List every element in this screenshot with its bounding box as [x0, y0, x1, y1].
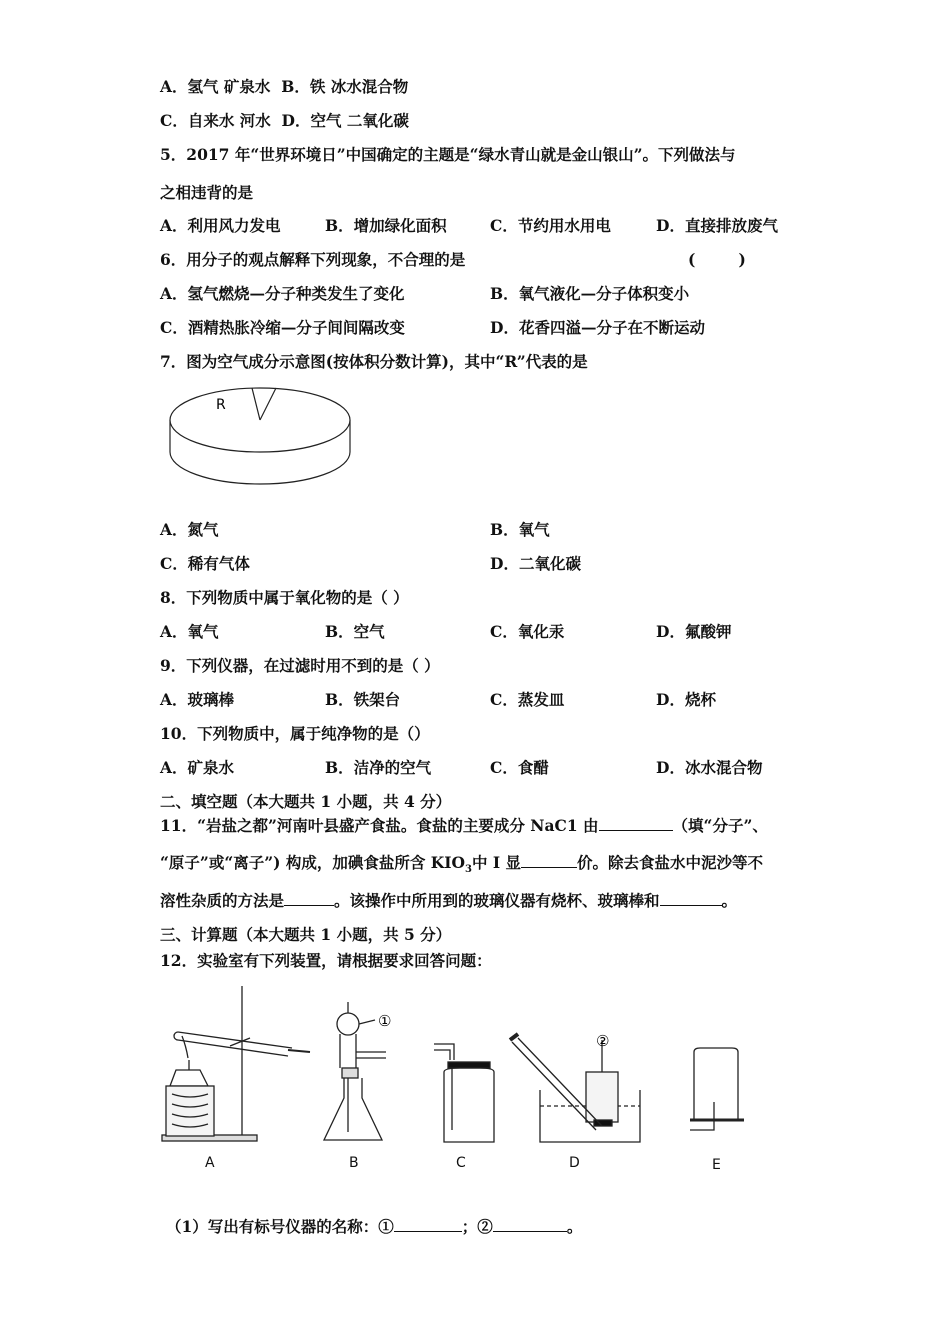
- q10-option-b: B．洁净的空气: [325, 758, 432, 777]
- q9-option-a: A．玻璃棒: [160, 690, 235, 709]
- q11-text-3a: 溶性杂质的方法是: [160, 891, 285, 910]
- q11-text-1a: 11．“岩盐之都”河南叶县盛产食盐。食盐的主要成分 NaC1 由: [160, 816, 599, 835]
- q10-option-a: A．矿泉水: [160, 758, 235, 777]
- q9-option-b: B．铁架台: [325, 690, 401, 709]
- q9-option-d: D．烧杯: [656, 690, 716, 709]
- lab-apparatus-figure: [160, 980, 760, 1145]
- q6-option-a: A．氢气燃烧—分子种类发生了变化: [160, 284, 405, 303]
- q5-stem-line2: 之相违背的是: [160, 183, 254, 202]
- q11-text-2b: 中 I 显: [471, 853, 522, 872]
- q5-option-a: A．利用风力发电: [160, 216, 281, 235]
- q4-options-line1: [160, 77, 408, 97]
- q11-line1: [160, 816, 768, 836]
- q11-text-2c: 价。除去食盐水中泥沙等不: [577, 853, 764, 872]
- apparatus-c-drawing: [434, 1044, 494, 1142]
- apparatus-a-drawing: [162, 986, 310, 1141]
- q11-line3: [160, 891, 737, 911]
- q7-option-a: A．氮气: [160, 520, 219, 539]
- apparatus-d-drawing: [510, 1034, 640, 1142]
- q6-option-d: D．花香四溢—分子在不断运动: [490, 318, 705, 337]
- apparatus-label-e: E: [712, 1157, 721, 1173]
- mark-1: ①: [378, 1012, 392, 1030]
- q8-option-a: A．氧气: [160, 622, 219, 641]
- sector-label-r: R: [216, 397, 226, 413]
- apparatus-label-d: D: [569, 1155, 580, 1171]
- q5-option-d: D．直接排放废气: [656, 216, 778, 235]
- q6-answer-paren: ( ): [688, 250, 746, 269]
- q7-option-d: D．二氧化碳: [490, 554, 581, 573]
- q6-stem: 6．用分子的观点解释下列现象，不合理的是: [160, 250, 466, 269]
- q10-option-d: D．冰水混合物: [656, 758, 763, 777]
- q4-option-b: B．铁 冰水混合物: [281, 77, 409, 96]
- q11-text-3b: 。该操作中所用到的玻璃仪器有烧杯、玻璃棒和: [334, 891, 660, 910]
- q12-sub1-text-b: ；②: [461, 1217, 493, 1236]
- q7-stem: 7．图为空气成分示意图(按体积分数计算)，其中“R”代表的是: [160, 352, 588, 371]
- q12-sub1-text-a: （1）写出有标号仪器的名称：①: [166, 1217, 394, 1236]
- q7-option-b: B．氧气: [490, 520, 550, 539]
- q11-text-3c: 。: [721, 891, 738, 910]
- apparatus-e-drawing: [690, 1048, 744, 1130]
- section-calc-heading: 三、计算题（本大题共 1 小题，共 5 分）: [160, 925, 452, 944]
- q12-sub1-line: [166, 1217, 582, 1237]
- q11-blank-2[interactable]: [521, 853, 577, 868]
- apparatus-label-c: C: [456, 1155, 466, 1171]
- apparatus-label-a: A: [205, 1155, 215, 1171]
- q9-option-c: C．蒸发皿: [490, 690, 565, 709]
- q12-stem: 12．实验室有下列装置，请根据要求回答问题：: [160, 951, 492, 970]
- apparatus-label-b: B: [349, 1155, 359, 1171]
- q5-option-c: C．节约用水用电: [490, 216, 611, 235]
- q11-line2: [160, 853, 763, 880]
- q11-subscript: 3: [465, 864, 472, 876]
- q12-sub1-text-c: 。: [566, 1217, 583, 1236]
- q8-option-b: B．空气: [325, 622, 385, 641]
- q11-text-2a: “原子”或“离子”) 构成，加碘食盐所含 KIO: [160, 853, 466, 872]
- q11-blank-3[interactable]: [284, 891, 334, 906]
- q8-option-d: D．氟酸钾: [656, 622, 732, 641]
- q10-stem: 10．下列物质中，属于纯净物的是（）: [160, 724, 430, 743]
- q4-option-a: A．氢气 矿泉水: [160, 77, 271, 96]
- q9-stem: 9．下列仪器，在过滤时用不到的是（ ）: [160, 656, 440, 675]
- air-composition-pie-figure: [160, 380, 360, 490]
- q4-options-line2: [160, 111, 409, 131]
- q8-option-c: C．氧化汞: [490, 622, 565, 641]
- q11-blank-1[interactable]: [599, 816, 673, 831]
- q11-blank-4[interactable]: [660, 891, 722, 906]
- section-fill-in-heading: 二、填空题（本大题共 1 小题，共 4 分）: [160, 792, 452, 811]
- q5-option-b: B．增加绿化面积: [325, 216, 447, 235]
- q6-option-c: C．酒精热胀冷缩—分子间间隔改变: [160, 318, 405, 337]
- q12-blank-2[interactable]: [493, 1217, 567, 1232]
- apparatus-b-drawing: [324, 1002, 386, 1140]
- q4-option-c: C．自来水 河水: [160, 111, 271, 130]
- q5-stem-line1: 5．2017 年“世界环境日”中国确定的主题是“绿水青山就是金山银山”。下列做法与: [160, 145, 736, 164]
- q6-option-b: B．氧气液化—分子体积变小: [490, 284, 690, 303]
- q12-blank-1[interactable]: [394, 1217, 462, 1232]
- q4-option-d: D．空气 二氧化碳: [281, 111, 409, 130]
- q10-option-c: C．食醋: [490, 758, 549, 777]
- mark-2: ②: [596, 1032, 610, 1050]
- q7-option-c: C．稀有气体: [160, 554, 250, 573]
- q11-text-1b: （填“分子”、: [672, 816, 768, 835]
- q8-stem: 8．下列物质中属于氧化物的是（ ）: [160, 588, 409, 607]
